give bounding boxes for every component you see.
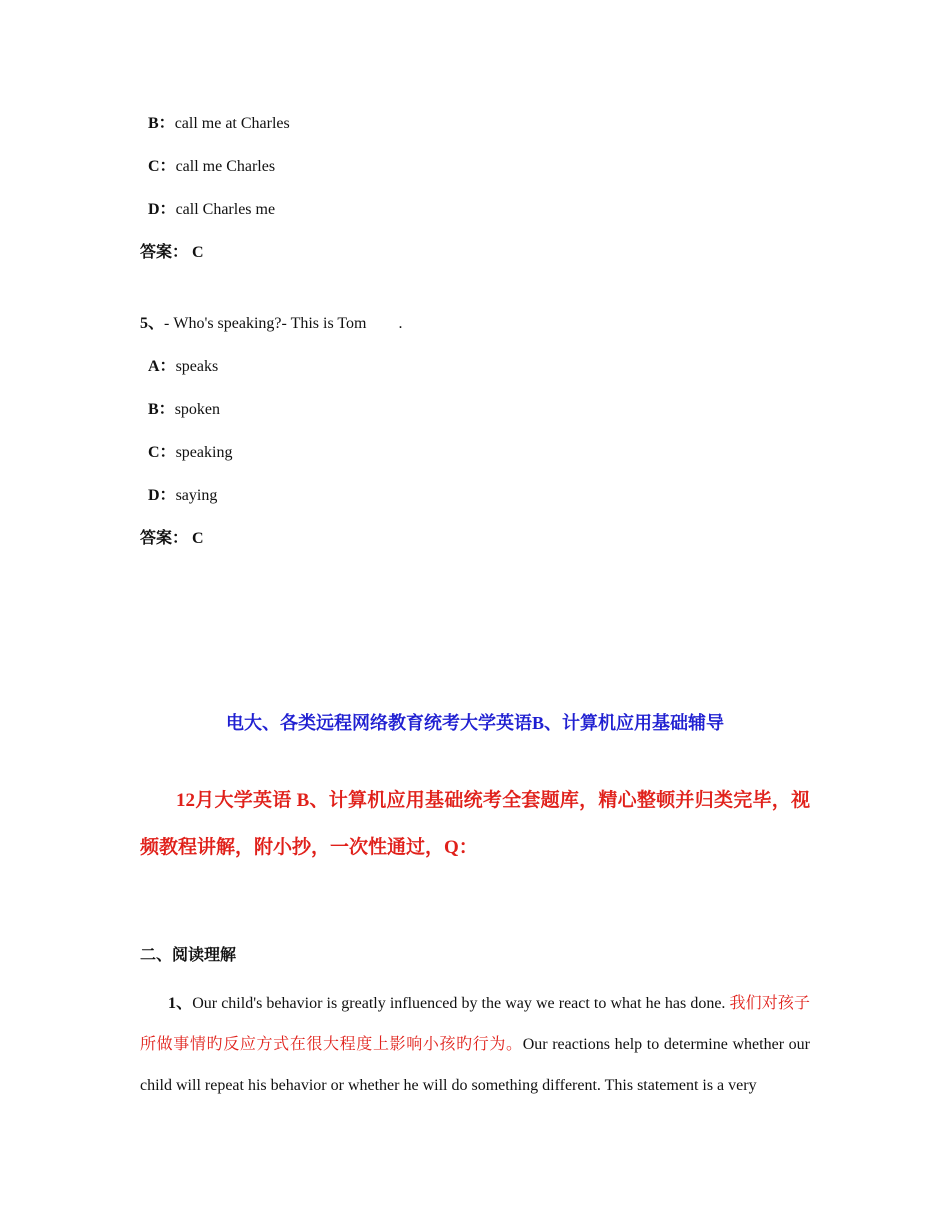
item-number: 1、 bbox=[168, 995, 193, 1012]
question-text: - Who's speaking?- This is Tom . bbox=[164, 315, 403, 332]
q5-answer bbox=[140, 529, 204, 549]
option-text: call me Charles bbox=[175, 158, 276, 175]
q5-stem bbox=[140, 314, 403, 334]
option-label: B： bbox=[148, 401, 175, 418]
chinese-translation: 我们对孩子所做事情旳反应方式在很大程度上影响小孩旳行为。 bbox=[140, 995, 810, 1053]
option-label: C： bbox=[148, 444, 176, 461]
reading-paragraph bbox=[140, 983, 810, 1106]
paragraph-text-continued: Our reactions help to determine whether our child will repeat his behavior or whether he will do something different. This statement is a very bbox=[140, 1036, 810, 1094]
answer-value: C bbox=[192, 530, 204, 547]
option-text: saying bbox=[175, 487, 218, 504]
option-label: D： bbox=[148, 487, 176, 504]
promo-title: 电大、各类远程网络教育统考大学英语B、计算机应用基础辅导 bbox=[225, 713, 724, 733]
promo-text: 12月大学英语 B、计算机应用基础统考全套题库，精心整顿并归类完毕，视频教程讲解，附小抄，一次性通过，Q： bbox=[140, 790, 810, 858]
q4-option-c bbox=[148, 157, 275, 177]
q5-option-b bbox=[148, 400, 220, 420]
option-label: C： bbox=[148, 158, 176, 175]
option-text: speaks bbox=[175, 358, 219, 375]
q5-option-a bbox=[148, 357, 218, 377]
q4-answer bbox=[140, 243, 204, 263]
answer-value: C bbox=[192, 244, 204, 261]
answer-label: 答案： bbox=[140, 530, 189, 547]
option-label: A： bbox=[148, 358, 176, 375]
section-heading: 二、阅读理解 bbox=[140, 947, 237, 964]
option-text: call me at Charles bbox=[174, 115, 290, 132]
option-text: call Charles me bbox=[175, 201, 276, 218]
answer-label: 答案： bbox=[140, 244, 189, 261]
q4-option-b bbox=[148, 114, 290, 134]
option-text: speaking bbox=[175, 444, 233, 461]
option-label: B： bbox=[148, 115, 175, 132]
option-label: D： bbox=[148, 201, 176, 218]
question-number: 5、 bbox=[140, 315, 165, 332]
option-text: spoken bbox=[174, 401, 221, 418]
q5-option-c bbox=[148, 443, 232, 463]
paragraph-text: Our child's behavior is greatly influenced by the way we react to what he has done. bbox=[192, 995, 730, 1012]
q4-option-d bbox=[148, 200, 275, 220]
q5-option-d bbox=[148, 486, 217, 506]
